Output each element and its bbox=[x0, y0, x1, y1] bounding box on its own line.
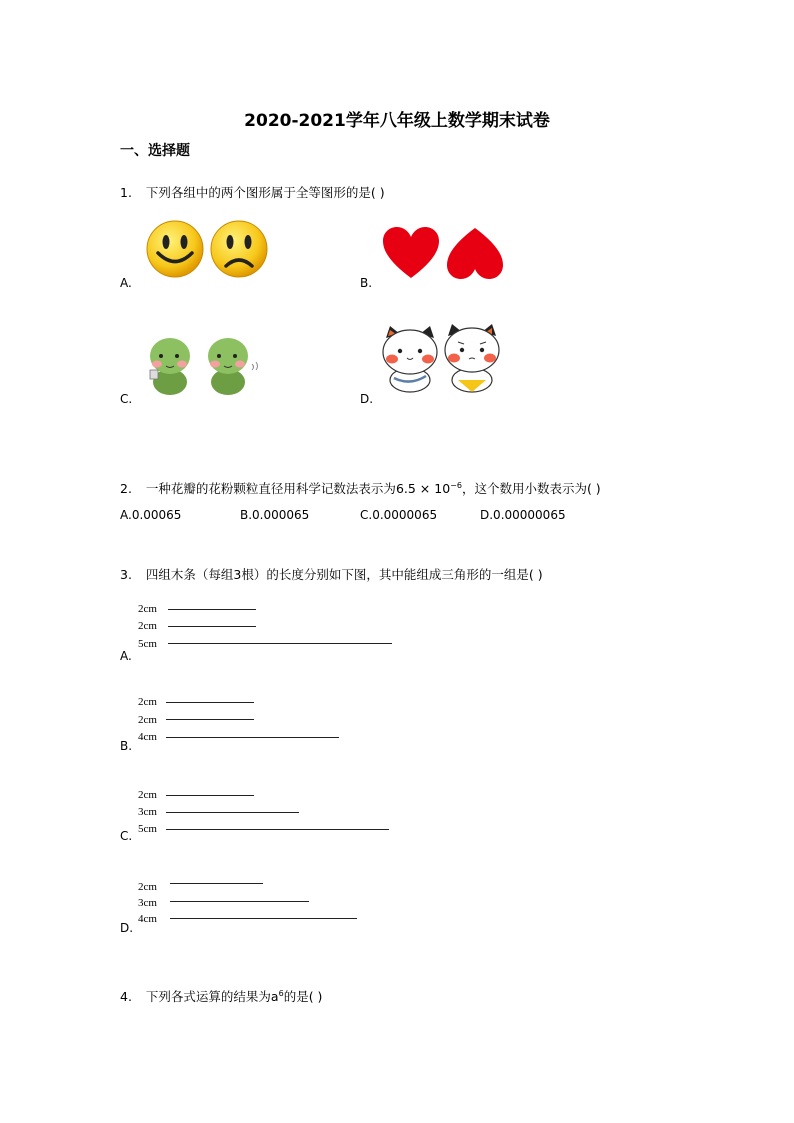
option-label-c: C. bbox=[120, 829, 133, 843]
stick-line bbox=[170, 901, 309, 902]
turtle-left-icon bbox=[150, 338, 190, 395]
question-text-tail: 的是( ) bbox=[283, 989, 323, 1004]
question-text-tail: ，这个数用小数表示为( ) bbox=[461, 481, 601, 496]
heart-icon bbox=[383, 227, 439, 278]
option-label-a: A. bbox=[120, 649, 132, 663]
sad-face-icon bbox=[211, 221, 267, 277]
math-exponent: 6 bbox=[278, 988, 284, 998]
question-4 bbox=[120, 987, 322, 1005]
question-1 bbox=[120, 183, 385, 201]
stick-line bbox=[168, 609, 256, 610]
smiley-faces-image bbox=[146, 220, 268, 278]
option-label-d: D. bbox=[120, 921, 134, 935]
stick-line bbox=[166, 795, 254, 796]
stick-length-label: 3cm bbox=[138, 897, 157, 909]
cat-left-icon bbox=[383, 326, 437, 392]
stick-length-label: 2cm bbox=[138, 696, 157, 708]
page-title: 2020-2021学年八年级上数学期末试卷 bbox=[244, 111, 550, 131]
cats-image bbox=[380, 322, 504, 394]
question-2 bbox=[120, 479, 601, 497]
stick-length-label: 5cm bbox=[138, 823, 157, 835]
stick-length-label: 2cm bbox=[138, 881, 157, 893]
option-label-b: B. bbox=[360, 276, 373, 290]
option-label-c: C. bbox=[120, 392, 133, 406]
stick-length-label: 2cm bbox=[138, 620, 157, 632]
stick-length-label: 2cm bbox=[138, 789, 157, 801]
cat-right-icon bbox=[445, 324, 499, 392]
option-b: B.0.000065 bbox=[240, 508, 310, 522]
stick-line bbox=[168, 643, 392, 644]
question-text: 一种花瓣的花粉颗粒直径用科学记数法表示为 bbox=[145, 481, 396, 496]
question-3 bbox=[120, 565, 543, 583]
stick-line bbox=[170, 883, 263, 884]
stick-length-label: 2cm bbox=[138, 714, 157, 726]
happy-face-icon bbox=[147, 221, 203, 277]
stick-line bbox=[168, 626, 256, 627]
question-text: 下列各组中的两个图形属于全等图形的是( ) bbox=[145, 185, 385, 200]
math-base: 6.5 × 10 bbox=[395, 481, 451, 496]
stick-line bbox=[166, 737, 339, 738]
question-text: 四组木条（每组3根）的长度分别如下图，其中能组成三角形的一组是( ) bbox=[145, 567, 543, 582]
option-c: C.0.0000065 bbox=[360, 508, 438, 522]
question-number: 3. bbox=[120, 567, 132, 582]
stick-line bbox=[170, 918, 357, 919]
stick-line bbox=[166, 719, 254, 720]
inverted-heart-icon bbox=[447, 228, 503, 279]
stick-length-label: 2cm bbox=[138, 603, 157, 615]
stick-length-label: 5cm bbox=[138, 638, 157, 650]
option-label-b: B. bbox=[120, 739, 133, 753]
stick-length-label: 3cm bbox=[138, 806, 157, 818]
stick-length-label: 4cm bbox=[138, 731, 157, 743]
question-number: 4. bbox=[120, 989, 132, 1004]
stick-length-label: 4cm bbox=[138, 913, 157, 925]
math-expression bbox=[396, 481, 462, 496]
option-d: D.0.00000065 bbox=[480, 508, 566, 522]
stick-line bbox=[166, 812, 299, 813]
hearts-image bbox=[382, 226, 506, 282]
option-label-a: A. bbox=[120, 276, 132, 290]
stick-line bbox=[166, 829, 389, 830]
turtles-image bbox=[146, 334, 264, 394]
math-exponent: −6 bbox=[450, 480, 462, 490]
option-label-d: D. bbox=[360, 392, 374, 406]
option-a: A.0.00065 bbox=[120, 508, 182, 522]
question-number: 2. bbox=[120, 481, 132, 496]
section-heading: 一、选择题 bbox=[120, 143, 190, 159]
stick-line bbox=[166, 702, 254, 703]
turtle-right-icon bbox=[208, 338, 258, 395]
question-number: 1. bbox=[120, 185, 132, 200]
question-text: 下列各式运算的结果为a bbox=[145, 989, 279, 1004]
